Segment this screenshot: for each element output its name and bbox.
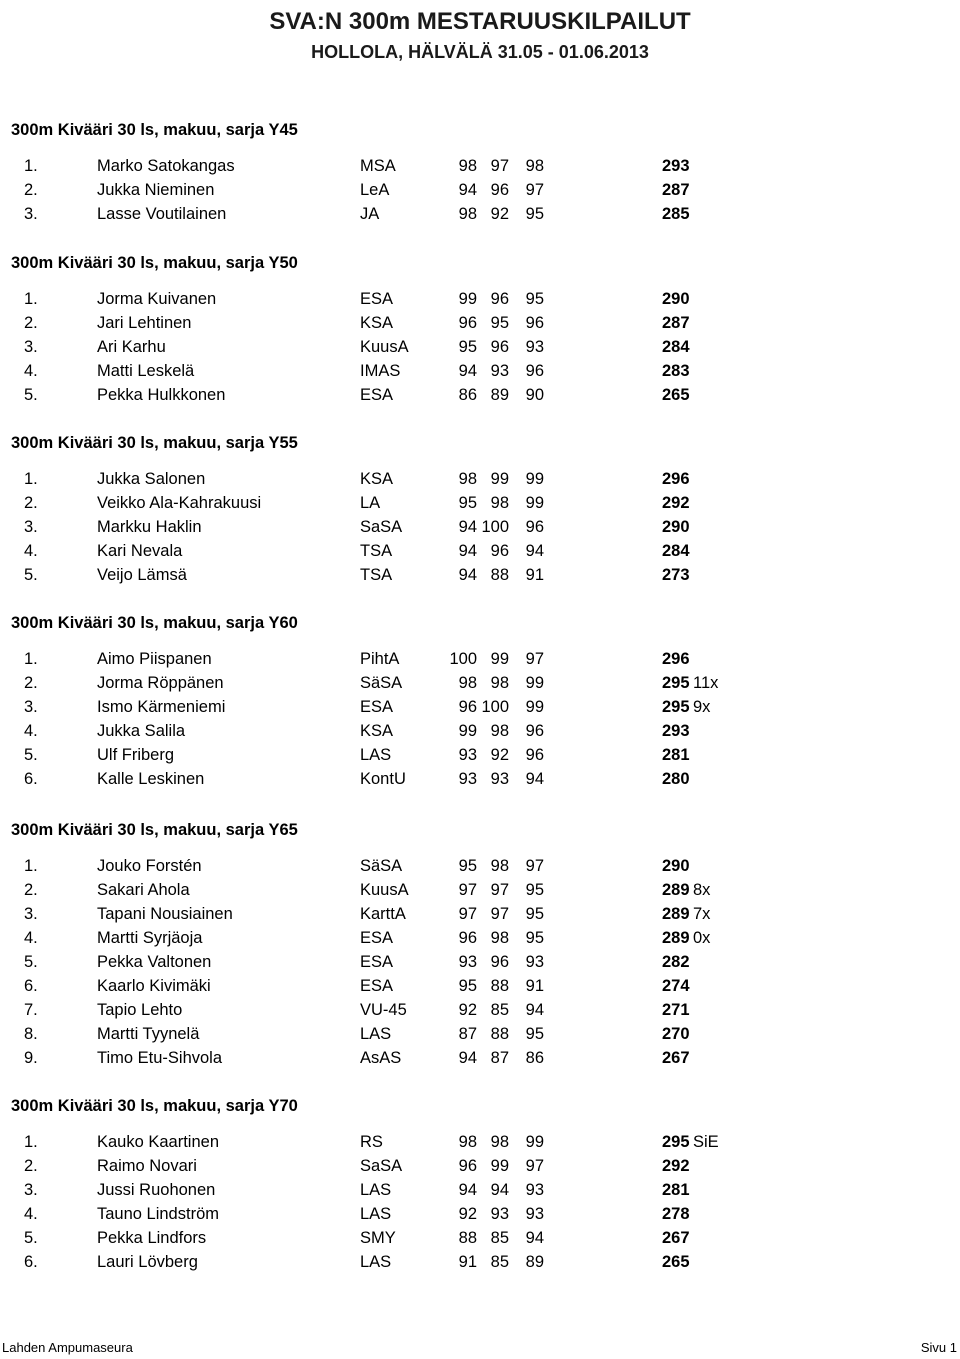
section-title: 300m Kivääri 30 ls, makuu, sarja Y55: [11, 434, 298, 452]
section-title: 300m Kivääri 30 ls, makuu, sarja Y70: [11, 1097, 298, 1115]
shooter-name-cell: Tapio Lehto: [97, 1001, 183, 1019]
rank-cell: 3.: [24, 698, 38, 716]
club-cell: ESA: [360, 290, 394, 308]
rank-cell: 8.: [24, 1025, 38, 1043]
rank-cell: 1.: [24, 157, 38, 175]
result-row: [0, 1253, 960, 1277]
shooter-name-cell: Veikko Ala-Kahrakuusi: [97, 494, 262, 512]
rank-cell: 3.: [24, 1181, 38, 1199]
shooter-name-cell: Kalle Leskinen: [97, 770, 205, 788]
series-1-score-cell: 95: [458, 494, 477, 512]
rank-cell: 2.: [24, 314, 38, 332]
series-2-score-cell: 96: [490, 338, 509, 356]
series-1-score-cell: 94: [458, 362, 477, 380]
result-row: [0, 953, 960, 977]
total-score-cell: 287: [662, 314, 690, 332]
rank-cell: 2.: [24, 881, 38, 899]
series-1-score-cell: 97: [458, 881, 477, 899]
series-1-score-cell: 94: [458, 1049, 477, 1067]
section-title: 300m Kivääri 30 ls, makuu, sarja Y65: [11, 821, 298, 839]
shooter-name-cell: Markku Haklin: [97, 518, 202, 536]
rank-cell: 4.: [24, 929, 38, 947]
rank-cell: 4.: [24, 542, 38, 560]
rank-cell: 1.: [24, 650, 38, 668]
club-cell: JA: [360, 205, 380, 223]
shooter-name-cell: Jorma Röppänen: [97, 674, 224, 692]
club-cell: KontU: [360, 770, 406, 788]
result-row: [0, 542, 960, 566]
series-1-score-cell: 98: [458, 157, 477, 175]
tiebreak-note-cell: SiE: [693, 1133, 719, 1151]
tiebreak-note-cell: 8x: [693, 881, 711, 899]
club-cell: KarttA: [360, 905, 406, 923]
club-cell: ESA: [360, 929, 394, 947]
shooter-name-cell: Jukka Nieminen: [97, 181, 215, 199]
shooter-name-cell: Pekka Valtonen: [97, 953, 212, 971]
series-1-score-cell: 96: [458, 314, 477, 332]
result-row: [0, 181, 960, 205]
total-score-cell: 267: [662, 1049, 690, 1067]
club-cell: SäSA: [360, 674, 403, 692]
series-3-score-cell: 99: [525, 698, 544, 716]
rank-cell: 1.: [24, 1133, 38, 1151]
series-1-score-cell: 86: [458, 386, 477, 404]
series-1-score-cell: 94: [458, 542, 477, 560]
series-1-score-cell: 94: [458, 566, 477, 584]
series-3-score-cell: 99: [525, 674, 544, 692]
series-3-score-cell: 93: [525, 1181, 544, 1199]
shooter-name-cell: Jari Lehtinen: [97, 314, 192, 332]
series-1-score-cell: 100: [449, 650, 477, 668]
total-score-cell: 267: [662, 1229, 690, 1247]
total-score-cell: 295: [662, 698, 690, 716]
result-row: [0, 518, 960, 542]
tiebreak-note-cell: 9x: [693, 698, 711, 716]
series-2-score-cell: 93: [490, 770, 509, 788]
result-row: [0, 470, 960, 494]
series-1-score-cell: 98: [458, 205, 477, 223]
series-1-score-cell: 88: [458, 1229, 477, 1247]
rank-cell: 9.: [24, 1049, 38, 1067]
total-score-cell: 282: [662, 953, 690, 971]
result-row: [0, 1181, 960, 1205]
shooter-name-cell: Raimo Novari: [97, 1157, 197, 1175]
total-score-cell: 281: [662, 746, 690, 764]
series-3-score-cell: 97: [525, 650, 544, 668]
total-score-cell: 296: [662, 650, 690, 668]
series-2-score-cell: 88: [490, 977, 509, 995]
shooter-name-cell: Jussi Ruohonen: [97, 1181, 216, 1199]
club-cell: ESA: [360, 386, 394, 404]
club-cell: LAS: [360, 1181, 392, 1199]
result-row: [0, 977, 960, 1001]
total-score-cell: 273: [662, 566, 690, 584]
series-1-score-cell: 92: [458, 1205, 477, 1223]
rank-cell: 5.: [24, 386, 38, 404]
shooter-name-cell: Kauko Kaartinen: [97, 1133, 220, 1151]
club-cell: VU-45: [360, 1001, 407, 1019]
series-3-score-cell: 97: [525, 1157, 544, 1175]
total-score-cell: 278: [662, 1205, 690, 1223]
shooter-name-cell: Ismo Kärmeniemi: [97, 698, 226, 716]
rank-cell: 3.: [24, 518, 38, 536]
series-2-score-cell: 99: [490, 470, 509, 488]
tiebreak-note-cell: 7x: [693, 905, 711, 923]
total-score-cell: 290: [662, 518, 690, 536]
series-3-score-cell: 95: [525, 1025, 544, 1043]
series-3-score-cell: 96: [525, 722, 544, 740]
total-score-cell: 292: [662, 494, 690, 512]
club-cell: KSA: [360, 314, 394, 332]
result-row: [0, 386, 960, 410]
series-2-score-cell: 85: [490, 1001, 509, 1019]
shooter-name-cell: Lauri Lövberg: [97, 1253, 198, 1271]
series-1-score-cell: 94: [458, 1181, 477, 1199]
series-2-score-cell: 99: [490, 650, 509, 668]
rank-cell: 3.: [24, 905, 38, 923]
series-1-score-cell: 97: [458, 905, 477, 923]
club-cell: TSA: [360, 566, 393, 584]
result-row: [0, 1229, 960, 1253]
series-2-score-cell: 100: [481, 698, 509, 716]
shooter-name-cell: Ari Karhu: [97, 338, 166, 356]
series-3-score-cell: 96: [525, 518, 544, 536]
result-row: [0, 157, 960, 181]
series-1-score-cell: 93: [458, 746, 477, 764]
shooter-name-cell: Aimo Piispanen: [97, 650, 212, 668]
shooter-name-cell: Tapani Nousiainen: [97, 905, 233, 923]
total-score-cell: 289: [662, 881, 690, 899]
result-row: [0, 205, 960, 229]
series-2-score-cell: 98: [490, 494, 509, 512]
series-2-score-cell: 93: [490, 1205, 509, 1223]
result-row: [0, 857, 960, 881]
rank-cell: 2.: [24, 674, 38, 692]
result-row: [0, 674, 960, 698]
shooter-name-cell: Sakari Ahola: [97, 881, 190, 899]
series-3-score-cell: 95: [525, 290, 544, 308]
total-score-cell: 274: [662, 977, 690, 995]
result-row: [0, 770, 960, 794]
shooter-name-cell: Jukka Salila: [97, 722, 186, 740]
shooter-name-cell: Ulf Friberg: [97, 746, 175, 764]
series-2-score-cell: 96: [490, 290, 509, 308]
rank-cell: 2.: [24, 494, 38, 512]
shooter-name-cell: Kaarlo Kivimäki: [97, 977, 211, 995]
shooter-name-cell: Kari Nevala: [97, 542, 183, 560]
total-score-cell: 283: [662, 362, 690, 380]
series-3-score-cell: 95: [525, 881, 544, 899]
rank-cell: 1.: [24, 290, 38, 308]
series-2-score-cell: 98: [490, 1133, 509, 1151]
rank-cell: 5.: [24, 953, 38, 971]
shooter-name-cell: Jukka Salonen: [97, 470, 206, 488]
series-2-score-cell: 92: [490, 746, 509, 764]
series-3-score-cell: 96: [525, 746, 544, 764]
result-row: [0, 338, 960, 362]
rank-cell: 3.: [24, 205, 38, 223]
total-score-cell: 292: [662, 1157, 690, 1175]
series-3-score-cell: 95: [525, 205, 544, 223]
footer-organizer: Lahden Ampumaseura: [2, 1340, 133, 1355]
club-cell: KuusA: [360, 338, 409, 356]
series-2-score-cell: 96: [490, 542, 509, 560]
total-score-cell: 271: [662, 1001, 690, 1019]
rank-cell: 5.: [24, 746, 38, 764]
rank-cell: 1.: [24, 470, 38, 488]
rank-cell: 5.: [24, 566, 38, 584]
club-cell: LeA: [360, 181, 390, 199]
total-score-cell: 284: [662, 542, 690, 560]
club-cell: SäSA: [360, 857, 403, 875]
rank-cell: 6.: [24, 977, 38, 995]
series-2-score-cell: 97: [490, 881, 509, 899]
series-3-score-cell: 99: [525, 494, 544, 512]
shooter-name-cell: Pekka Hulkkonen: [97, 386, 226, 404]
club-cell: LAS: [360, 746, 392, 764]
shooter-name-cell: Matti Leskelä: [97, 362, 195, 380]
series-2-score-cell: 92: [490, 205, 509, 223]
series-1-score-cell: 94: [458, 518, 477, 536]
document-title: SVA:N 300m MESTARUUSKILPAILUT: [269, 8, 691, 35]
series-1-score-cell: 96: [458, 929, 477, 947]
series-2-score-cell: 98: [490, 929, 509, 947]
rank-cell: 5.: [24, 1229, 38, 1247]
series-1-score-cell: 95: [458, 857, 477, 875]
club-cell: AsAS: [360, 1049, 402, 1067]
club-cell: PihtA: [360, 650, 400, 668]
series-2-score-cell: 85: [490, 1229, 509, 1247]
result-row: [0, 929, 960, 953]
series-1-score-cell: 99: [458, 290, 477, 308]
series-3-score-cell: 99: [525, 1133, 544, 1151]
shooter-name-cell: Tauno Lindström: [97, 1205, 219, 1223]
total-score-cell: 287: [662, 181, 690, 199]
result-row: [0, 905, 960, 929]
club-cell: SaSA: [360, 518, 403, 536]
series-2-score-cell: 97: [490, 157, 509, 175]
total-score-cell: 290: [662, 290, 690, 308]
club-cell: LAS: [360, 1205, 392, 1223]
total-score-cell: 280: [662, 770, 690, 788]
series-2-score-cell: 96: [490, 953, 509, 971]
club-cell: LA: [360, 494, 381, 512]
series-2-score-cell: 85: [490, 1253, 509, 1271]
document-subtitle: HOLLOLA, HÄLVÄLÄ 31.05 - 01.06.2013: [311, 42, 649, 62]
result-row: [0, 1049, 960, 1073]
series-3-score-cell: 90: [525, 386, 544, 404]
rank-cell: 2.: [24, 181, 38, 199]
result-row: [0, 698, 960, 722]
series-1-score-cell: 93: [458, 953, 477, 971]
series-3-score-cell: 91: [525, 566, 544, 584]
series-1-score-cell: 95: [458, 977, 477, 995]
series-2-score-cell: 94: [490, 1181, 509, 1199]
series-2-score-cell: 96: [490, 181, 509, 199]
section-title: 300m Kivääri 30 ls, makuu, sarja Y45: [11, 121, 298, 139]
series-3-score-cell: 86: [525, 1049, 544, 1067]
series-1-score-cell: 96: [458, 698, 477, 716]
series-3-score-cell: 98: [525, 157, 544, 175]
club-cell: ESA: [360, 977, 394, 995]
shooter-name-cell: Martti Tyynelä: [97, 1025, 200, 1043]
series-3-score-cell: 96: [525, 314, 544, 332]
section-title: 300m Kivääri 30 ls, makuu, sarja Y50: [11, 254, 298, 272]
series-2-score-cell: 89: [490, 386, 509, 404]
total-score-cell: 289: [662, 905, 690, 923]
series-3-score-cell: 94: [525, 1229, 544, 1247]
result-row: [0, 722, 960, 746]
club-cell: ESA: [360, 698, 394, 716]
rank-cell: 6.: [24, 1253, 38, 1271]
shooter-name-cell: Martti Syrjäoja: [97, 929, 203, 947]
club-cell: SMY: [360, 1229, 396, 1247]
series-3-score-cell: 94: [525, 770, 544, 788]
series-1-score-cell: 94: [458, 181, 477, 199]
series-3-score-cell: 95: [525, 929, 544, 947]
series-1-score-cell: 95: [458, 338, 477, 356]
series-3-score-cell: 89: [525, 1253, 544, 1271]
rank-cell: 4.: [24, 1205, 38, 1223]
series-2-score-cell: 88: [490, 1025, 509, 1043]
tiebreak-note-cell: 0x: [693, 929, 711, 947]
section-title: 300m Kivääri 30 ls, makuu, sarja Y60: [11, 614, 298, 632]
total-score-cell: 270: [662, 1025, 690, 1043]
result-row: [0, 650, 960, 674]
total-score-cell: 265: [662, 1253, 690, 1271]
series-2-score-cell: 87: [490, 1049, 509, 1067]
shooter-name-cell: Pekka Lindfors: [97, 1229, 207, 1247]
rank-cell: 1.: [24, 857, 38, 875]
result-row: [0, 314, 960, 338]
result-row: [0, 1157, 960, 1181]
series-1-score-cell: 92: [458, 1001, 477, 1019]
result-row: [0, 881, 960, 905]
result-row: [0, 1025, 960, 1049]
club-cell: RS: [360, 1133, 383, 1151]
series-2-score-cell: 100: [481, 518, 509, 536]
series-1-score-cell: 93: [458, 770, 477, 788]
series-3-score-cell: 93: [525, 338, 544, 356]
club-cell: ESA: [360, 953, 394, 971]
result-row: [0, 1001, 960, 1025]
series-1-score-cell: 98: [458, 674, 477, 692]
club-cell: KSA: [360, 722, 394, 740]
result-row: [0, 494, 960, 518]
rank-cell: 2.: [24, 1157, 38, 1175]
series-2-score-cell: 98: [490, 722, 509, 740]
footer-page-number: Sivu 1: [920, 1340, 957, 1355]
series-1-score-cell: 91: [458, 1253, 477, 1271]
shooter-name-cell: Jorma Kuivanen: [97, 290, 217, 308]
shooter-name-cell: Lasse Voutilainen: [97, 205, 227, 223]
shooter-name-cell: Veijo Lämsä: [97, 566, 187, 584]
rank-cell: 6.: [24, 770, 38, 788]
series-2-score-cell: 95: [490, 314, 509, 332]
series-3-score-cell: 91: [525, 977, 544, 995]
total-score-cell: 295: [662, 674, 690, 692]
total-score-cell: 295: [662, 1133, 690, 1151]
result-row: [0, 746, 960, 770]
rank-cell: 7.: [24, 1001, 38, 1019]
club-cell: IMAS: [360, 362, 401, 380]
series-2-score-cell: 99: [490, 1157, 509, 1175]
series-2-score-cell: 93: [490, 362, 509, 380]
total-score-cell: 290: [662, 857, 690, 875]
rank-cell: 4.: [24, 722, 38, 740]
series-2-score-cell: 98: [490, 674, 509, 692]
result-row: [0, 362, 960, 386]
result-row: [0, 566, 960, 590]
shooter-name-cell: Marko Satokangas: [97, 157, 235, 175]
result-row: [0, 1133, 960, 1157]
shooter-name-cell: Timo Etu-Sihvola: [97, 1049, 223, 1067]
club-cell: LAS: [360, 1253, 392, 1271]
series-2-score-cell: 98: [490, 857, 509, 875]
total-score-cell: 293: [662, 157, 690, 175]
club-cell: SaSA: [360, 1157, 403, 1175]
total-score-cell: 296: [662, 470, 690, 488]
series-3-score-cell: 97: [525, 181, 544, 199]
club-cell: KSA: [360, 470, 394, 488]
shooter-name-cell: Jouko Forstén: [97, 857, 202, 875]
result-row: [0, 1205, 960, 1229]
series-3-score-cell: 94: [525, 542, 544, 560]
series-1-score-cell: 98: [458, 1133, 477, 1151]
total-score-cell: 281: [662, 1181, 690, 1199]
series-1-score-cell: 99: [458, 722, 477, 740]
series-1-score-cell: 87: [458, 1025, 477, 1043]
club-cell: KuusA: [360, 881, 409, 899]
rank-cell: 4.: [24, 362, 38, 380]
tiebreak-note-cell: 11x: [693, 674, 719, 692]
rank-cell: 3.: [24, 338, 38, 356]
series-2-score-cell: 97: [490, 905, 509, 923]
result-row: [0, 290, 960, 314]
series-1-score-cell: 98: [458, 470, 477, 488]
club-cell: TSA: [360, 542, 393, 560]
total-score-cell: 285: [662, 205, 690, 223]
total-score-cell: 293: [662, 722, 690, 740]
series-1-score-cell: 96: [458, 1157, 477, 1175]
total-score-cell: 289: [662, 929, 690, 947]
club-cell: MSA: [360, 157, 396, 175]
series-3-score-cell: 99: [525, 470, 544, 488]
series-3-score-cell: 96: [525, 362, 544, 380]
total-score-cell: 265: [662, 386, 690, 404]
series-3-score-cell: 95: [525, 905, 544, 923]
series-3-score-cell: 93: [525, 953, 544, 971]
series-2-score-cell: 88: [490, 566, 509, 584]
series-3-score-cell: 94: [525, 1001, 544, 1019]
series-3-score-cell: 93: [525, 1205, 544, 1223]
total-score-cell: 284: [662, 338, 690, 356]
club-cell: LAS: [360, 1025, 392, 1043]
series-3-score-cell: 97: [525, 857, 544, 875]
